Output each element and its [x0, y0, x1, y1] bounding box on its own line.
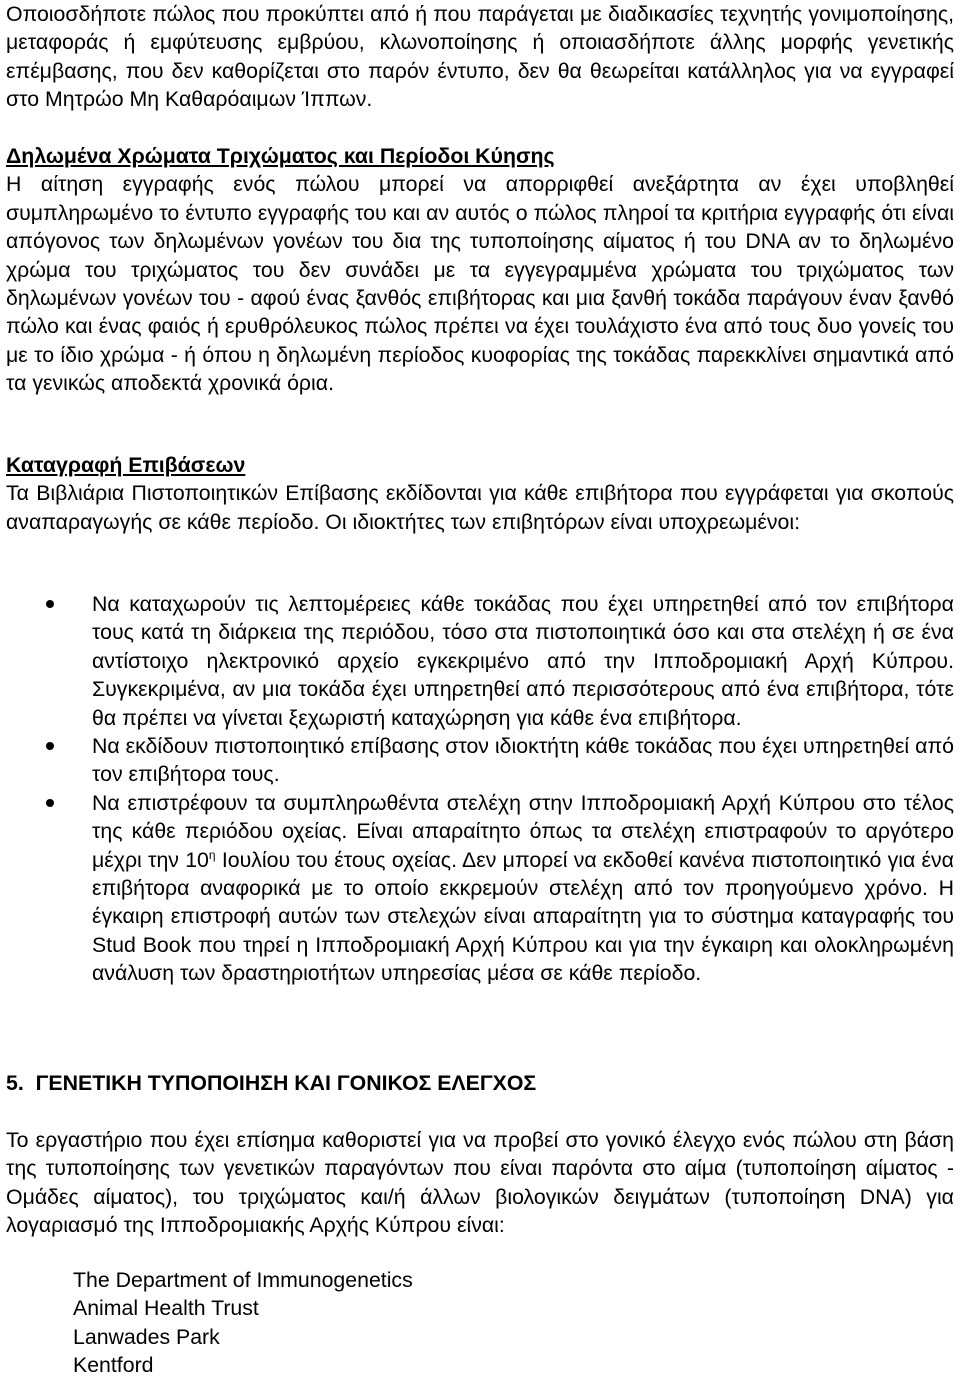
list-item: Να καταχωρούν τις λεπτομέρειες κάθε τοκάδας που έχει υπηρετηθεί από τον επιβήτορα τους κατά τη διάρκεια της περιόδου, τόσο στα πιστοποιητικά όσο και στα στελέχη ή σε ένα αντίστοιχο ηλεκτρονικό αρχείο εγκεκριμένο από την Ιπποδρομιακή Αρχή Κύπρου. Συγκεκριμένα, αν μια τοκάδα έχει υπηρετηθεί από περισσότερους από ένα επιβήτορα, τότε θα πρέπει να γίνεται ξεχωριστή καταχώρηση για κάθε ένα επιβήτορα.	[6, 590, 954, 732]
colors-body: Η αίτηση εγγραφής ενός πώλου μπορεί να απορριφθεί ανεξάρτητα αν έχει υποβληθεί συμπληρωμένο το έντυπο εγγραφής του και αν αυτός ο πώλος πληροί τα κριτήρια εγγραφής ότι είναι απόγονος των δηλωμένων γονέων του δια της τυποποίησης αίματος ή του DNA αν το δηλωμένο χρώμα του τριχώματος του δεν συνάδει με τα εγγεγραμμένα χρώματα του τριχώματος των δηλωμένων γονέων του - αφού ένας ξανθός επιβήτορας και μια ξανθή τοκάδα παράγουν έναν ξανθό πώλο και ένας φαιός ή ερυθρόλευκος πώλος πρέπει να έχει τουλάχιστο ένα από τους δυο γονείς του με το ίδιο χρώμα - ή όπου η δηλωμένη περίοδος κυοφορίας της τοκάδας παρεκκλίνει σημαντικά από τα γενικώς αποδεκτά χρονικά όρια.	[6, 172, 954, 396]
list-item: Να εκδίδουν πιστοποιητικό επίβασης στον ιδιοκτήτη κάθε τοκάδας που έχει υπηρετηθεί από τον επιβήτορα τους.	[6, 732, 954, 789]
address-line: The Department of Immunogenetics	[73, 1268, 413, 1292]
intro-paragraph: Οποιοσδήποτε πώλος που προκύπτει από ή που παράγεται με διαδικασίες τεχνητής γονιμοποίησης, μεταφοράς ή εμφύτευσης εμβρύου, κλωνοποίησης ή οποιασδήποτε άλλης μορφής γενετικής επέμβασης, που δεν καθορίζεται στο παρόν έντυπο, δεν θα θεωρείται κατάλληλος για να εγγραφεί στο Μητρώο Μη Καθαρόαιμων Ίππων.	[6, 2, 954, 112]
covering-body-text: Τα Βιβλιάρια Πιστοποιητικών Επίβασης εκδίδονται για κάθε επιβήτορα που εγγράφεται για σκοπούς αναπαραγωγής σε κάθε περίοδο. Οι ιδιοκτήτες των επιβητόρων είναι υποχρεωμένοι:	[6, 481, 954, 534]
covering-section	[6, 451, 954, 536]
bullet-icon	[46, 600, 54, 608]
bullet-icon	[46, 799, 54, 807]
address-line: Kentford	[73, 1353, 154, 1378]
section-number: 5.	[6, 1071, 24, 1095]
section5-body: Το εργαστήριο που έχει επίσημα καθοριστεί για να προβεί στο γονικό έλεγχο ενός πώλου στη βάση της τυποποίησης των γενετικών παραγόντων που είναι παρόντα στο αίμα (τυποποίηση αίματος - Ομάδες αίματος), του τριχώματος και/ή άλλων βιολογικών δειγμάτων (τυποποίηση DNA) για λογαριασμό της Ιπποδρομιακής Αρχής Κύπρου είναι:	[6, 1128, 954, 1238]
bullet-icon	[46, 742, 54, 750]
address-line: Animal Health Trust	[73, 1296, 259, 1321]
address-line: Lanwades Park	[73, 1324, 220, 1349]
superscript: η	[208, 847, 216, 862]
lab-address	[73, 1266, 413, 1380]
covering-body	[6, 479, 954, 536]
colors-section	[6, 142, 954, 398]
colors-heading: Δηλωμένα Χρώματα Τριχώματος και Περίοδοι Κύησης	[6, 144, 555, 168]
list-item: Να επιστρέφουν τα συμπληρωθέντα στελέχη στην Ιπποδρομιακή Αρχή Κύπρου στο τέλος της κάθε περιόδου οχείας. Είναι απαραίτητο όπως τα στελέχη επιστραφούν το αργότερο μέχρι την $10^\eta$ Ιουλίου του έτους οχείας. Δεν μπορεί να εκδοθεί κανένα πιστοποιητικό για ένα επιβήτορα αναφορικά με το οποίο εκκρεμούν στελέχη από τον προηγούμενο χρόνο. Η έγκαιρη επιστροφή αυτών των στελεχών είναι απαραίτητη για το σύστημα καταγραφής του Stud Book που τηρεί η Ιπποδρομιακή Αρχή Κύπρου και για την έγκαιρη και ολοκληρωμένη ανάλυση των δραστηριοτήτων υπηρεσίας μέσα σε κάθε περίοδο.	[6, 789, 954, 988]
section-title: ΓΕΝΕΤΙΚΗ ΤΥΠΟΠΟΙΗΣΗ ΚΑΙ ΓΟΝΙΚΟΣ ΕΛΕΓΧΟΣ	[35, 1071, 537, 1095]
section5-heading	[6, 1069, 954, 1097]
covering-heading: Καταγραφή Επιβάσεων	[6, 453, 246, 477]
obligations-list	[6, 590, 954, 988]
